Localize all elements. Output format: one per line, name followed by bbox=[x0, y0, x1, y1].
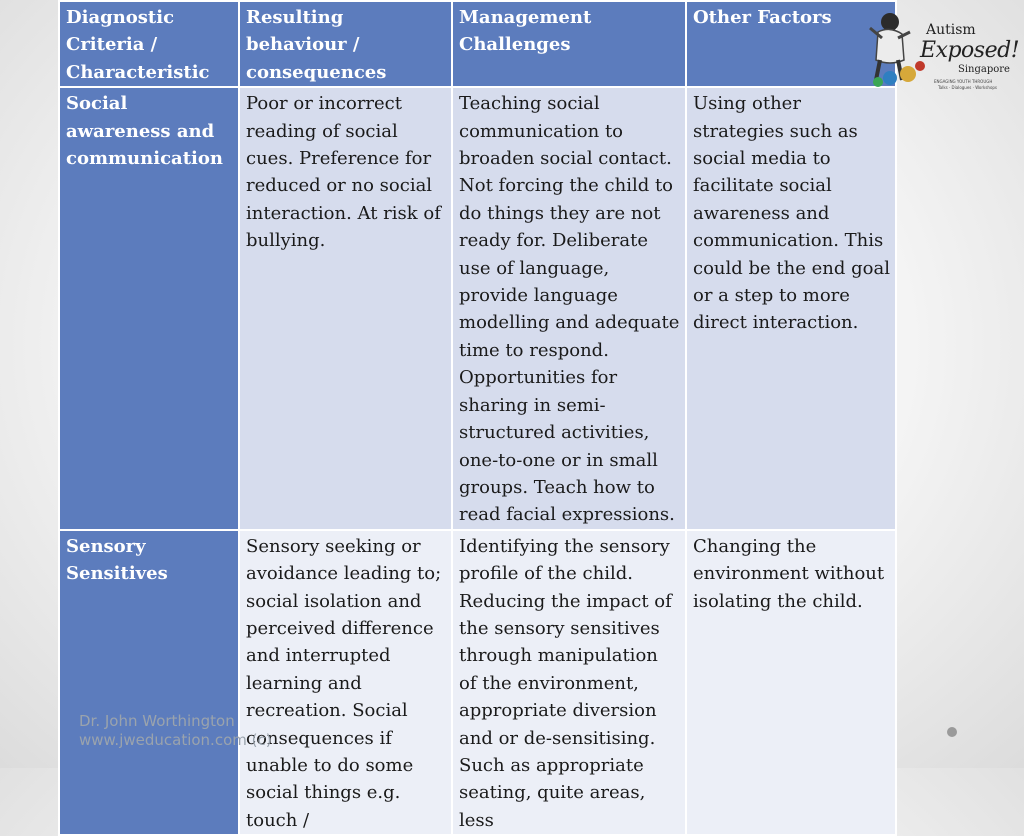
table-row bbox=[59, 87, 896, 530]
footer-author: Dr. John Worthington bbox=[79, 712, 235, 730]
row-management: Identifying the sensory profile of the child. Reducing the impact of the sensory sensitives through manipulation of the environment, appropriate diversion and or de-sensitising. Such as appropriate seating, quite areas, less bbox=[452, 530, 686, 835]
header-other-factors: Other Factors bbox=[686, 1, 896, 87]
slide-dot-icon bbox=[947, 727, 957, 737]
row-criteria: Social awareness and communication bbox=[59, 87, 239, 530]
logo-line-autism: Autism bbox=[926, 22, 976, 38]
header-management-challenges: Management Challenges bbox=[452, 1, 686, 87]
logo-line-exposed: Exposed! bbox=[920, 38, 1020, 63]
table-row bbox=[59, 530, 896, 835]
header-diagnostic-criteria: Diagnostic Criteria / Characteristic bbox=[59, 1, 239, 87]
header-resulting-behaviour: Resulting behaviour / consequences bbox=[239, 1, 452, 87]
row-criteria: Sensory Sensitives bbox=[59, 530, 239, 835]
logo-tagline-sub: Talks · Dialogues · Workshops bbox=[938, 85, 998, 90]
row-other-factors: Changing the environment without isolating the child. bbox=[686, 530, 896, 835]
footer-website: www.jweducation.com (c) bbox=[79, 731, 272, 749]
table-header-row bbox=[59, 1, 896, 87]
row-behaviour: Sensory seeking or avoidance leading to; social isolation and perceived difference and interrupted learning and recreation. Social consequences if unable to do some social things e.g. touch / bbox=[239, 530, 452, 835]
row-management: Teaching social communication to broaden social contact. Not forcing the child to do things they are not ready for. Deliberate use of language, provide language modelling and adequate time to respond. Opportunities for sharing in semi-structured activities, one-to-one or in small groups. Teach how to read facial expressions. bbox=[452, 87, 686, 530]
row-other-factors: Using other strategies such as social media to facilitate social awareness and communication. This could be the end goal or a step to more direct interaction. bbox=[686, 87, 896, 530]
autism-management-table bbox=[58, 0, 897, 836]
row-behaviour: Poor or incorrect reading of social cues. Preference for reduced or no social interaction. At risk of bullying. bbox=[239, 87, 452, 530]
autism-exposed-logo bbox=[868, 8, 1020, 90]
logo-line-singapore: Singapore bbox=[958, 64, 1010, 75]
footer-credit bbox=[79, 712, 272, 750]
logo-tagline: ENGAGING YOUTH THROUGH bbox=[934, 79, 993, 84]
